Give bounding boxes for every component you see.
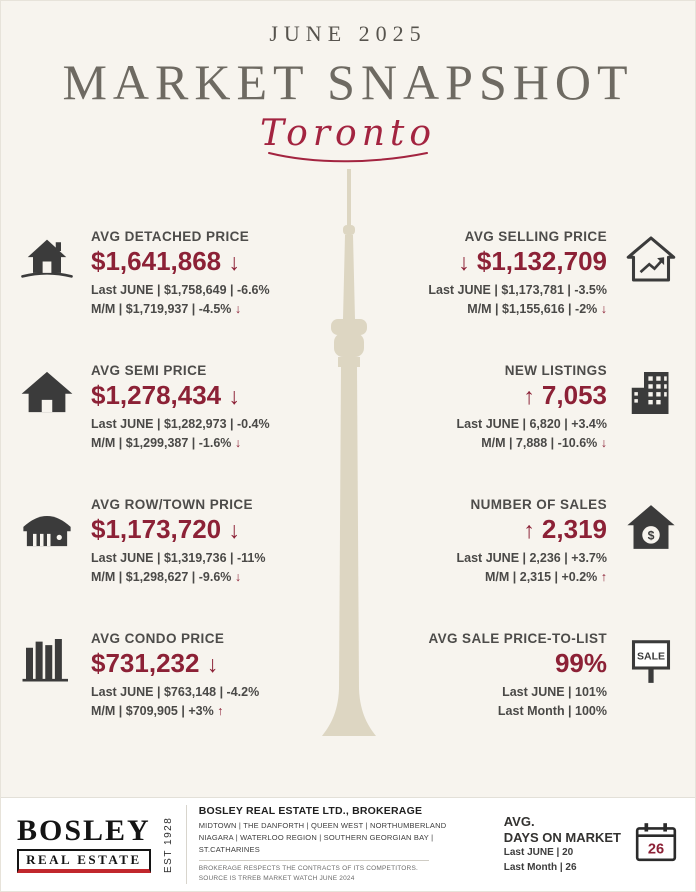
stat-label: NUMBER OF SALES: [470, 497, 607, 512]
house-dollar-icon: [623, 501, 679, 557]
stat-label: NEW LISTINGS: [504, 363, 607, 378]
stat-value-text: $1,641,868: [91, 246, 222, 276]
stat-value-text: $1,278,434: [91, 380, 222, 410]
stat-value-text: $1,173,720: [91, 514, 222, 544]
stat-comparison-line: M/M | $709,905 | +3% ↑: [91, 703, 224, 718]
stat-comparison-line: M/M | 7,888 | -10.6% ↓: [481, 435, 607, 450]
stat-value: [91, 647, 259, 680]
stat-comparison-line: Last JUNE | 101%: [502, 684, 607, 699]
trend-arrow-down-icon: ↓: [600, 435, 607, 450]
footer-divider: [199, 860, 429, 861]
bosley-logo-wordmark: BOSLEY: [17, 814, 151, 847]
stat-value: [91, 245, 270, 278]
trend-arrow-down-icon: ↓: [234, 569, 242, 584]
days-on-market-label1: AVG.: [503, 813, 535, 829]
days-on-market-line2: Last Month | 26: [503, 862, 577, 874]
stat-comparison-line: Last JUNE | $1,319,736 | -11%: [91, 550, 266, 565]
condo-building-icon: [19, 635, 75, 691]
stat-value: [457, 513, 607, 546]
brokerage-regions-line1: MIDTOWN | THE DANFORTH | QUEEN WEST | NORTHUMBERLAND: [198, 821, 447, 831]
calendar-icon: [633, 819, 679, 870]
trend-arrow-down-icon: ↓: [458, 249, 470, 275]
stat-value: [457, 379, 607, 412]
brokerage-regions-line2: NIAGARA | WATERLOO REGION | SOUTHERN GEORGIAN BAY | ST.CATHARINES: [198, 833, 434, 855]
stat-comparison-line: M/M | $1,299,387 | -1.6% ↓: [91, 435, 242, 450]
stat-label: AVG SEMI PRICE: [91, 363, 207, 378]
stat-comparison-line: Last JUNE | $1,173,781 | -3.5%: [428, 282, 607, 297]
stat-avg-condo-price: [19, 631, 349, 721]
stat-comparison-line: Last JUNE | 6,820 | +3.4%: [456, 416, 607, 431]
row-town-house-icon: [19, 501, 75, 557]
stat-avg-selling-price: [334, 229, 679, 319]
stat-comparison-line: M/M | $1,719,937 | -4.5% ↓: [91, 301, 242, 316]
trend-arrow-down-icon: ↓: [228, 383, 240, 409]
house-chart-icon: [623, 233, 679, 289]
footer: [1, 797, 695, 891]
stat-comparison-line: Last JUNE | $763,148 | -4.2%: [91, 684, 260, 699]
stat-avg-row-town-price: [19, 497, 349, 587]
stat-value-text: $731,232: [91, 648, 200, 678]
stat-label: AVG DETACHED PRICE: [91, 229, 250, 244]
page-title: MARKET SNAPSHOT: [62, 54, 634, 110]
stat-comparison-line: Last Month | 100%: [497, 703, 607, 718]
stat-number-of-sales: [334, 497, 679, 587]
listings-building-icon: [623, 367, 679, 423]
stat-comparison-line: M/M | $1,298,627 | -9.6% ↓: [91, 569, 242, 584]
trend-arrow-down-icon: ↓: [206, 651, 219, 677]
header: [1, 21, 695, 166]
stat-comparison-line: Last JUNE | 2,236 | +3.7%: [456, 550, 607, 565]
days-on-market-label2: DAYS ON MARKET: [503, 829, 621, 845]
trend-arrow-down-icon: ↓: [234, 301, 242, 316]
trend-arrow-down-icon: ↓: [228, 249, 240, 275]
stat-value-text: 7,053: [541, 380, 607, 410]
bosley-logo-subtitle: REAL ESTATE: [17, 849, 151, 873]
established-year: EST 1928: [162, 816, 174, 873]
stat-avg-sale-price-to-list: [334, 631, 679, 721]
trend-arrow-down-icon: ↓: [234, 435, 242, 450]
days-on-market-line1: Last JUNE | 20: [503, 847, 574, 859]
disclaimer-line1: BROKERAGE RESPECTS THE CONTRACTS OF ITS COMPETITORS.: [198, 865, 418, 873]
header-date: JUNE 2025: [269, 21, 427, 46]
semi-house-icon: [19, 367, 75, 423]
stat-comparison-line: M/M | 2,315 | +0.2% ↑: [485, 569, 607, 584]
stat-avg-detached-price: [19, 229, 349, 319]
trend-arrow-up-icon: ↑: [600, 569, 607, 584]
stat-label: AVG ROW/TOWN PRICE: [91, 497, 253, 512]
bosley-logo: [17, 816, 151, 873]
trend-arrow-up-icon: ↑: [523, 383, 535, 409]
brokerage-info: [186, 805, 486, 884]
sale-sign-text: SALE: [636, 650, 666, 663]
detached-house-icon: [19, 233, 75, 289]
stat-value-text: 2,319: [541, 514, 607, 544]
stat-comparison-line: M/M | $1,155,616 | -2% ↓: [467, 301, 607, 316]
stat-comparison-line: Last JUNE | $1,758,649 | -6.6%: [91, 282, 270, 297]
stat-value-text: 99%: [554, 648, 607, 678]
stat-label: AVG CONDO PRICE: [91, 631, 225, 646]
stat-label: AVG SALE PRICE-TO-LIST: [428, 631, 607, 646]
dollar-glyph: $: [647, 528, 655, 543]
trend-arrow-down-icon: ↓: [600, 301, 607, 316]
disclaimer-line2: SOURCE IS TRREB MARKET WATCH JUNE 2024: [198, 875, 355, 882]
stat-value: [91, 379, 270, 412]
stat-comparison-line: Last JUNE | $1,282,973 | -0.4%: [91, 416, 270, 431]
trend-arrow-up-icon: ↑: [217, 703, 224, 718]
trend-arrow-down-icon: ↓: [228, 517, 240, 543]
stat-new-listings: [334, 363, 679, 453]
brokerage-name: BOSLEY REAL ESTATE LTD., BROKERAGE: [198, 805, 423, 818]
stat-avg-semi-price: [19, 363, 349, 453]
stat-value-text: $1,132,709: [476, 246, 607, 276]
calendar-day-number: 26: [647, 841, 665, 858]
stat-value: [91, 513, 265, 546]
stat-value: [428, 647, 607, 680]
trend-arrow-up-icon: ↑: [523, 517, 535, 543]
avg-days-on-market: [504, 814, 621, 875]
city-name: Toronto: [259, 113, 437, 154]
stat-value: [428, 245, 607, 278]
stat-label: AVG SELLING PRICE: [464, 229, 607, 244]
sale-sign-icon: [623, 635, 679, 691]
